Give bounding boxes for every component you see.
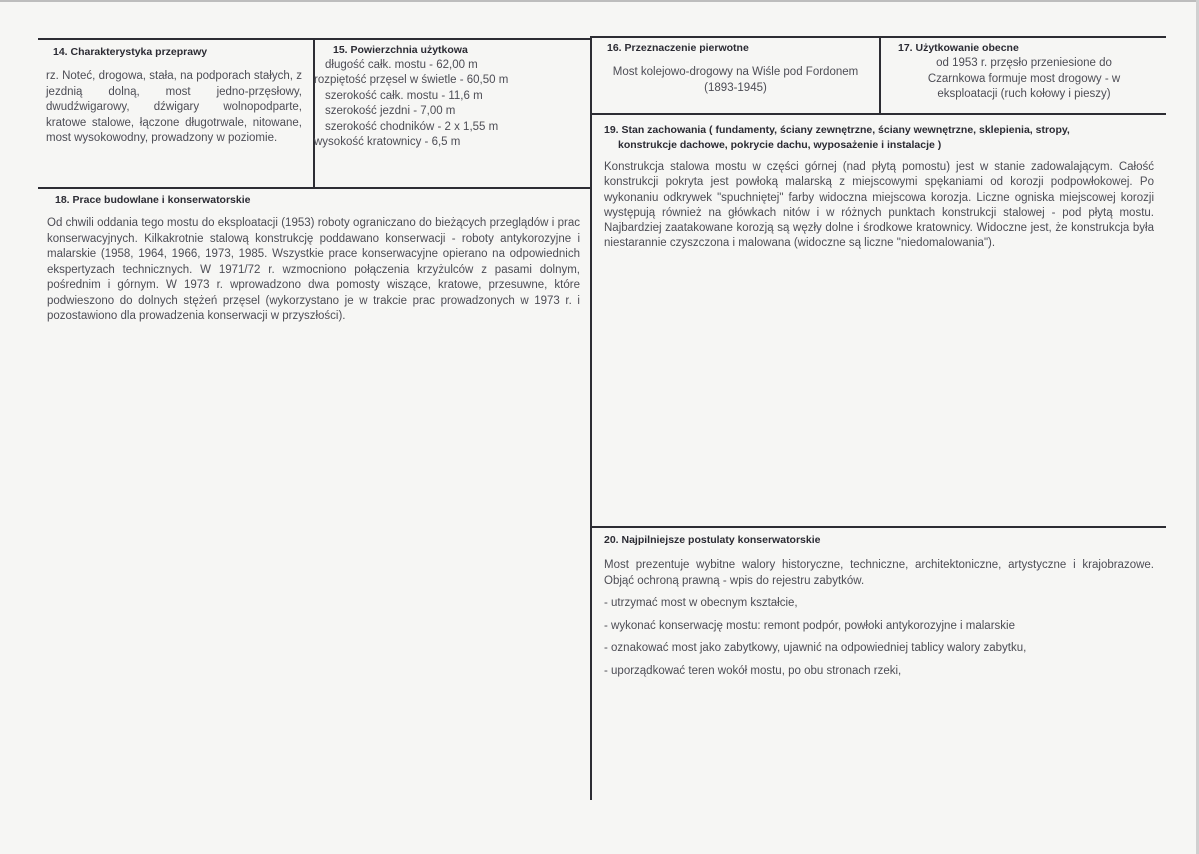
section-16	[598, 42, 873, 96]
sidewalk-width-line: szerokość chodników - 2 x 1,55 m	[325, 120, 499, 133]
section-19-text: Konstrukcja stalowa mostu w części górnej (nad płytą pomostu) jest w stanie zadowalającym. Całość konstrukcji pokryta jest powłoką malarską z miejscowymi spękaniami od korozji podpowłokowej. Po wykonaniu odkrywek "spuchniętej" farby widoczna miejscowa korozja. Liczne ogniska miejscowej korozji występują również na główkach nitów i w różnych punktach konstrukcji stalowej - pod płytą mostu. Najbardziej zaatakowane korozją są węzły dolne i środkowe kratownicy. Widoczne jest, że konstrukcja była niestarannie czyszczona i malowana (widoczne są liczne "niedomalowania").	[604, 161, 1154, 250]
section-19-heading-line2: konstrukcje dachowe, pokrycie dachu, wyposażenie i instalacje )	[618, 139, 942, 151]
section-16-heading: 16. Przeznaczenie pierwotne	[607, 42, 749, 54]
section-20	[604, 534, 1154, 679]
section-18-text: Od chwili oddania tego mostu do eksploatacji (1953) roboty ograniczano do bieżących przeglądów i prac konserwacyjnych. Kilkakrotnie stalową konstrukcję poddawano konserwacji - roboty antykorozyjne i malarskie (1958, 1964, 1966, 1973, 1985. Wszystkie prace konserwacyjne opierano na odpowiednich ekspertyzach technicznych. W 1971/72 r. wzmocniono połączenia krzyżulców z pasami dolnym, pośrednim i górnym. W 1973 r. wprowadzono dwa pomosty wiszące, kratowe, przesuwne, które podwieszono do dolnych stężeń przęsel (wykorzystano je w trakcie prac prowadzonych w 1973 r. i pozostawiono dla prowadzenia konserwacji w przyszłości).	[47, 217, 580, 322]
postulate-item: - uporządkować teren wokół mostu, po obu stronach rzeki,	[604, 664, 902, 677]
section-17-text: od 1953 r. przęsło przeniesione do Czarnkowa formuje most drogowy - w eksploatacji (ruch kołowy i pieszy)	[927, 57, 1121, 100]
section-17-heading: 17. Użytkowanie obecne	[898, 42, 1019, 54]
section-19-heading-line1: 19. Stan zachowania ( fundamenty, ściany zewnętrzne, ściany wewnętrzne, sklepienia, stropy,	[604, 124, 1070, 136]
section-14	[46, 46, 302, 147]
section-20-intro: Most prezentuje wybitne walory historyczne, techniczne, architektoniczne, artystyczne i krajobrazowe. Objąć ochroną prawną - wpis do rejestru zabytków.	[604, 559, 1154, 587]
section-15-heading: 15. Powierzchnia użytkowa	[333, 44, 468, 56]
section-15-lines	[314, 58, 585, 150]
length-line: długość całk. mostu - 62,00 m	[325, 59, 478, 71]
roadway-width-line: szerokość jezdni - 7,00 m	[325, 105, 456, 118]
rule-col-center	[590, 36, 592, 800]
scan-top-edge	[0, 0, 1199, 2]
span-line: rozpiętość przęsel w świetle - 60,50 m	[314, 74, 509, 87]
section-19	[604, 124, 1154, 252]
rule-col-14-15	[313, 38, 315, 188]
section-14-text: rz. Noteć, drogowa, stała, na podporach stałych, z jezdnią dolną, most jedno-przęsłowy, dwudźwigarowy, dźwigary wolnopodparte, kratowe stalowe, łączone długotrwale, nitowane, most wysokowodny, prowadzony w poziomie.	[46, 70, 302, 144]
total-width-line: szerokość całk. mostu - 11,6 m	[325, 89, 483, 102]
section-14-heading: 14. Charakterystyka przeprawy	[53, 46, 208, 58]
section-17	[889, 42, 1159, 103]
truss-height-line: wysokość kratownicy - 6,5 m	[314, 136, 461, 149]
postulates-list	[604, 596, 1154, 678]
postulate-item: - utrzymać most w obecnym kształcie,	[604, 597, 798, 610]
rule-col-16-17	[879, 36, 881, 114]
section-15	[314, 44, 585, 150]
section-20-heading: 20. Najpilniejsze postulaty konserwatorskie	[604, 534, 821, 546]
section-18-heading: 18. Prace budowlane i konserwatorskie	[55, 194, 251, 206]
rule-row3-right	[591, 526, 1166, 528]
section-16-text: Most kolejowo-drogowy na Wiśle pod Fordonem (1893-1945)	[612, 66, 859, 94]
section-18	[47, 194, 580, 325]
postulate-item: - oznakować most jako zabytkowy, ujawnić na odpowiedniej tablicy walory zabytku,	[604, 642, 1027, 655]
postulate-item: - wykonać konserwację mostu: remont podpór, powłoki antykorozyjne i malarskie	[604, 619, 1015, 632]
